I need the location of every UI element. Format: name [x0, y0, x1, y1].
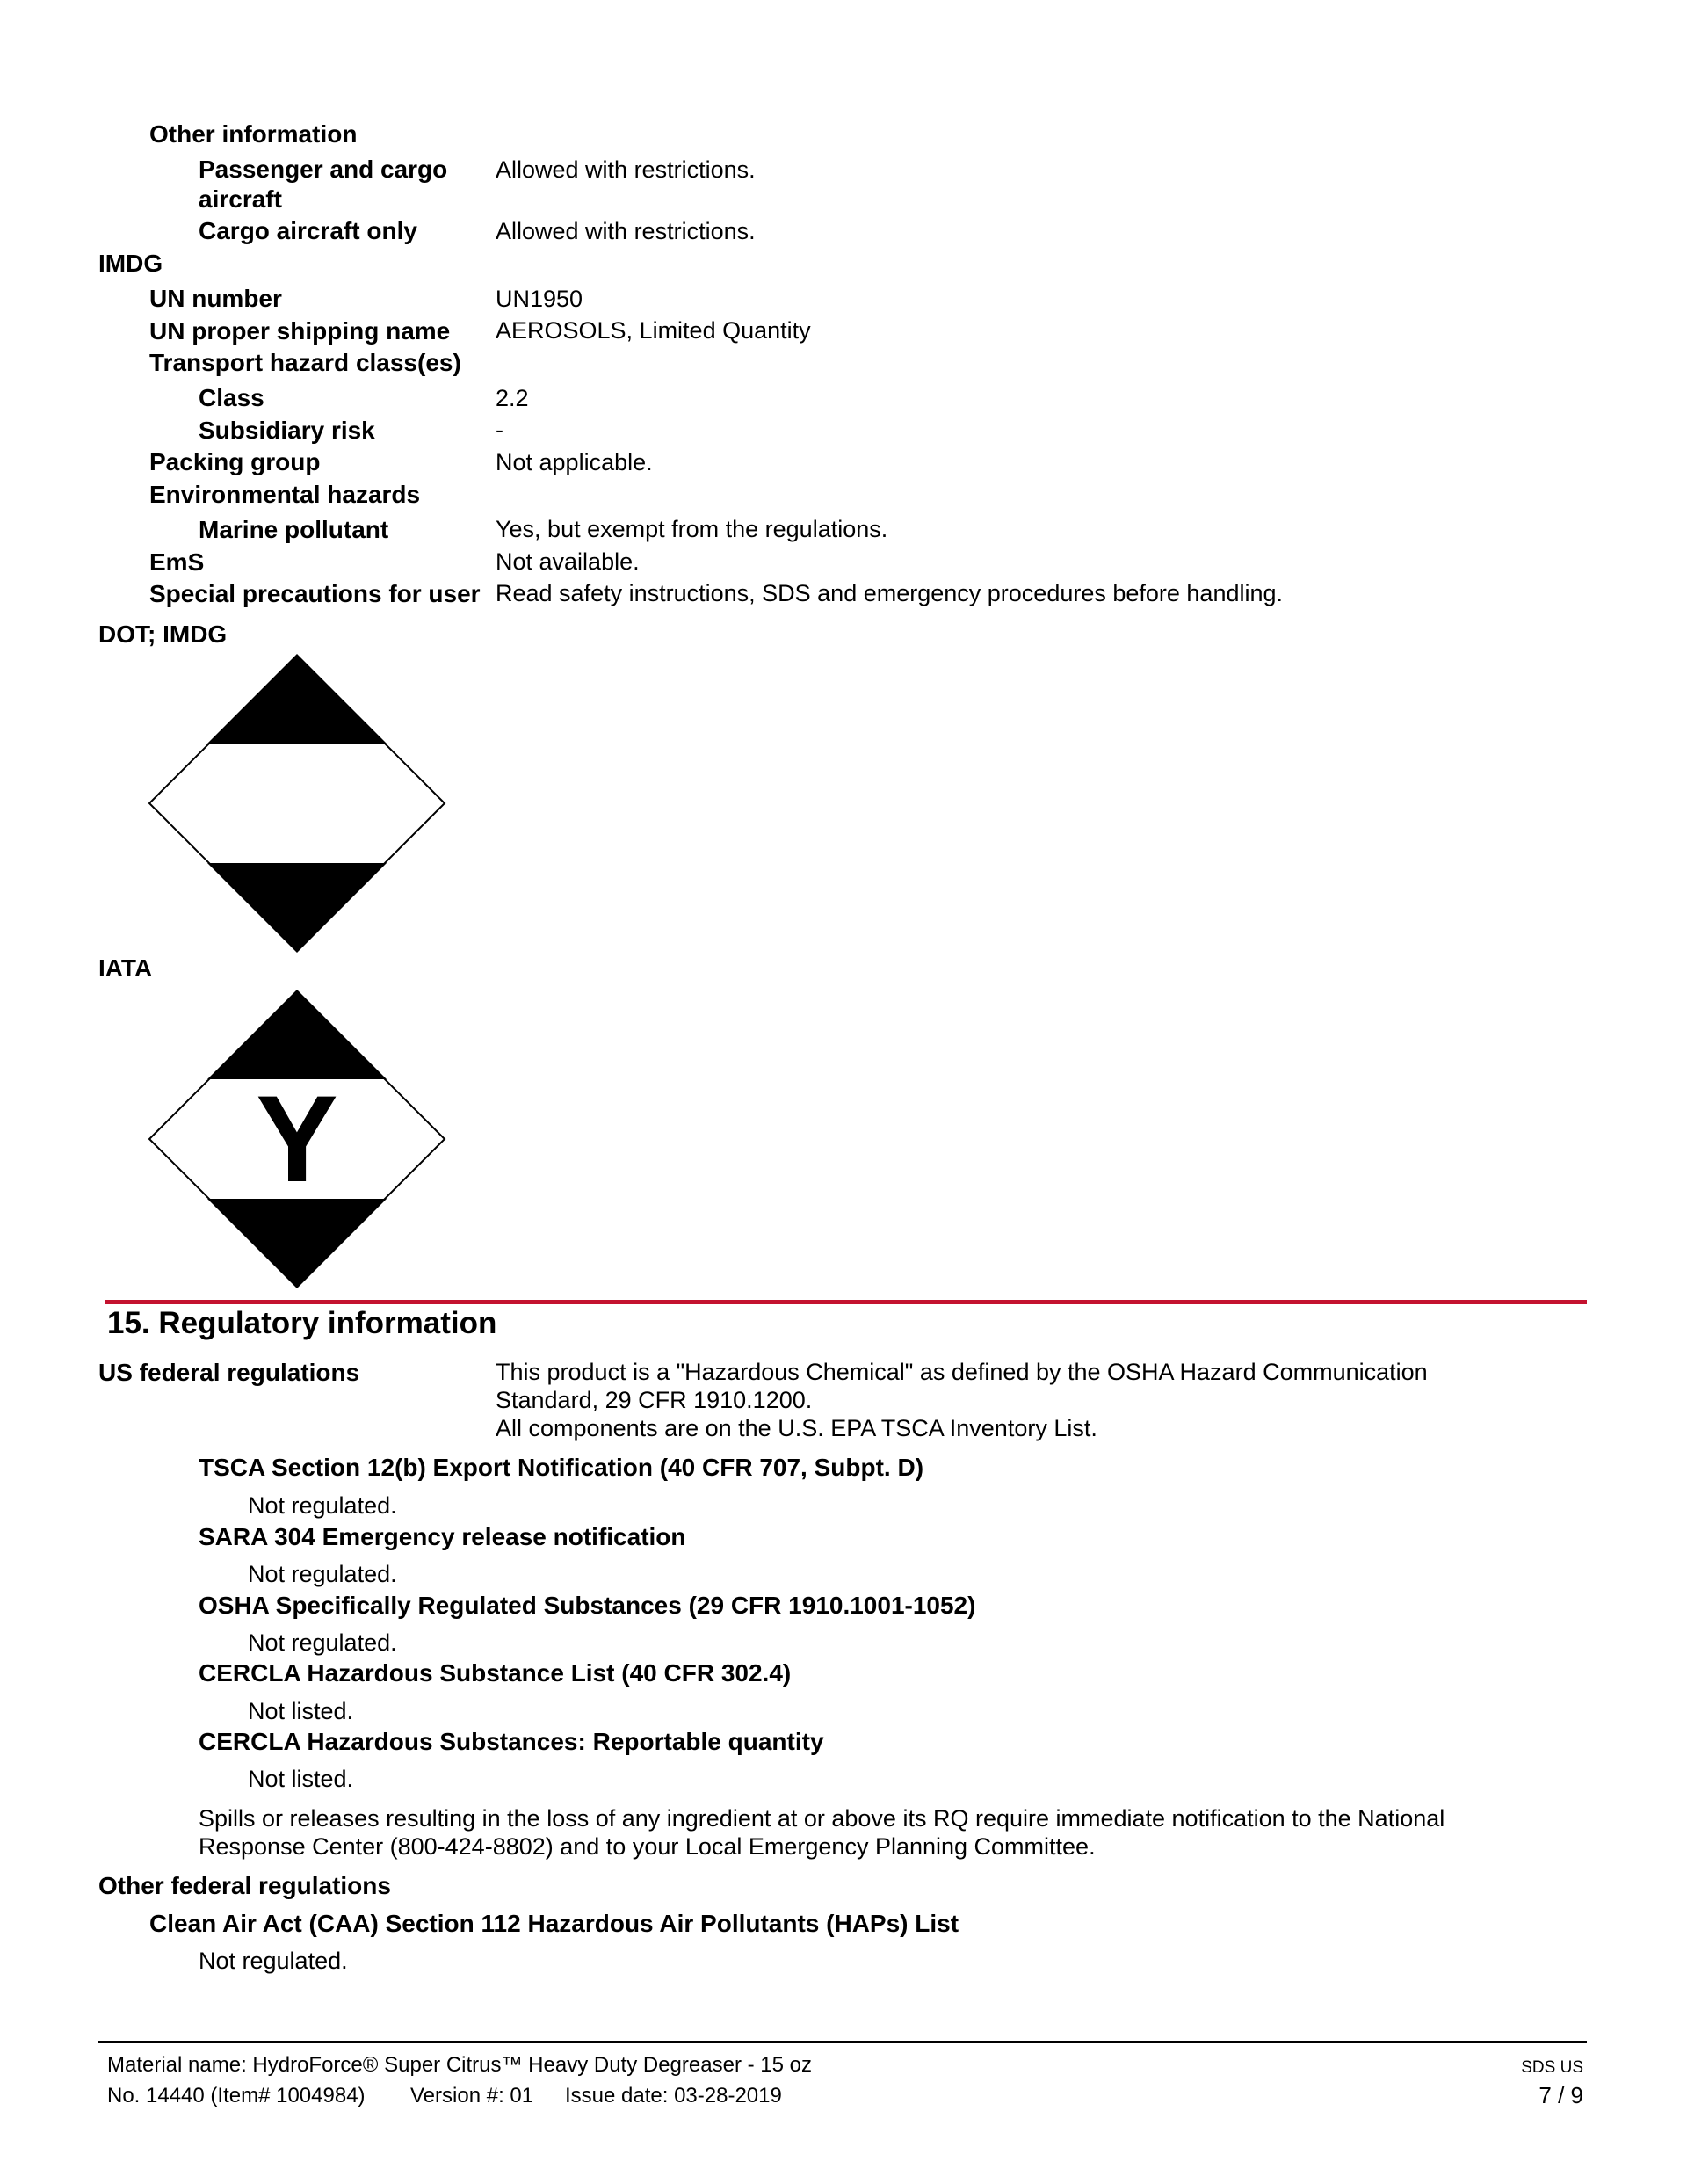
iata-y-mark-icon	[148, 990, 446, 1288]
cargo-only-value: Allowed with restrictions.	[496, 218, 756, 244]
iata-y-letter: Y	[256, 1070, 338, 1208]
spills-line-2: Response Center (800-424-8802) and to your Local Emergency Planning Committee.	[199, 1833, 1096, 1860]
passenger-cargo-value: Allowed with restrictions.	[496, 156, 756, 183]
un-number-value: UN1950	[496, 286, 583, 312]
cercla-list-heading: CERCLA Hazardous Substance List (40 CFR 302.4)	[199, 1659, 792, 1687]
spills-line-1: Spills or releases resulting in the loss of any ingredient at or above its RQ require immediate notification to the National	[199, 1805, 1445, 1832]
packing-group-label: Packing group	[149, 448, 321, 475]
sara-value: Not regulated.	[248, 1561, 397, 1587]
special-precautions-value: Read safety instructions, SDS and emergency procedures before handling.	[496, 580, 1284, 606]
class-value: 2.2	[496, 385, 529, 411]
marine-pollutant-label: Marine pollutant	[199, 516, 389, 543]
footer-item-no: No. 14440 (Item# 1004984)	[107, 2084, 366, 2108]
footer-sds-tag: SDS US	[1521, 2058, 1583, 2077]
caa-value: Not regulated.	[199, 1948, 348, 1974]
tsca-value: Not regulated.	[248, 1492, 397, 1519]
cercla-list-value: Not listed.	[248, 1698, 354, 1724]
other-federal-label: Other federal regulations	[98, 1872, 391, 1899]
un-number-label: UN number	[149, 285, 282, 312]
section-divider	[105, 1300, 1587, 1304]
osha-value: Not regulated.	[248, 1629, 397, 1656]
footer-material-name: Material name: HydroForce® Super Citrus™ Heavy Duty Degreaser - 15 oz	[107, 2053, 812, 2077]
limited-quantity-mark-icon	[148, 654, 446, 953]
tsca-heading: TSCA Section 12(b) Export Notification (40 CFR 707, Subpt. D)	[199, 1454, 924, 1481]
us-federal-line-1: This product is a "Hazardous Chemical" as defined by the OSHA Hazard Communication	[496, 1359, 1428, 1385]
shipping-name-label: UN proper shipping name	[149, 317, 451, 345]
caa-heading: Clean Air Act (CAA) Section 112 Hazardous Air Pollutants (HAPs) List	[149, 1910, 959, 1937]
ems-value: Not available.	[496, 548, 640, 575]
sara-heading: SARA 304 Emergency release notification	[199, 1523, 686, 1550]
marine-pollutant-value: Yes, but exempt from the regulations.	[496, 516, 888, 542]
section-15-title: 15. Regulatory information	[107, 1306, 497, 1340]
subsidiary-risk-label: Subsidiary risk	[199, 417, 375, 444]
cercla-rq-heading: CERCLA Hazardous Substances: Reportable quantity	[199, 1728, 824, 1755]
us-federal-line-3: All components are on the U.S. EPA TSCA Inventory List.	[496, 1415, 1097, 1441]
subsidiary-risk-value: -	[496, 417, 503, 443]
other-information-heading: Other information	[149, 120, 358, 148]
footer-issue-date: Issue date: 03-28-2019	[565, 2084, 782, 2108]
iata-heading: IATA	[98, 954, 153, 982]
cargo-only-label: Cargo aircraft only	[199, 217, 417, 244]
class-label: Class	[199, 384, 264, 411]
environmental-hazards-label: Environmental hazards	[149, 481, 421, 508]
passenger-cargo-label: Passenger and cargo	[199, 156, 448, 183]
dot-imdg-heading: DOT; IMDG	[98, 620, 228, 648]
packing-group-value: Not applicable.	[496, 449, 653, 475]
special-precautions-label: Special precautions for user	[149, 580, 481, 607]
ems-label: EmS	[149, 548, 205, 576]
us-federal-line-2: Standard, 29 CFR 1910.1200.	[496, 1387, 813, 1413]
us-federal-label: US federal regulations	[98, 1359, 360, 1386]
imdg-heading: IMDG	[98, 250, 163, 277]
cercla-rq-value: Not listed.	[248, 1766, 354, 1792]
passenger-cargo-label-cont: aircraft	[199, 185, 282, 213]
shipping-name-value: AEROSOLS, Limited Quantity	[496, 317, 811, 344]
footer-divider	[98, 2041, 1587, 2043]
hazard-class-label: Transport hazard class(es)	[149, 349, 461, 376]
footer-page-number: 7 / 9	[1539, 2082, 1583, 2108]
footer-version: Version #: 01	[410, 2084, 534, 2108]
osha-heading: OSHA Specifically Regulated Substances (29 CFR 1910.1001-1052)	[199, 1592, 976, 1619]
